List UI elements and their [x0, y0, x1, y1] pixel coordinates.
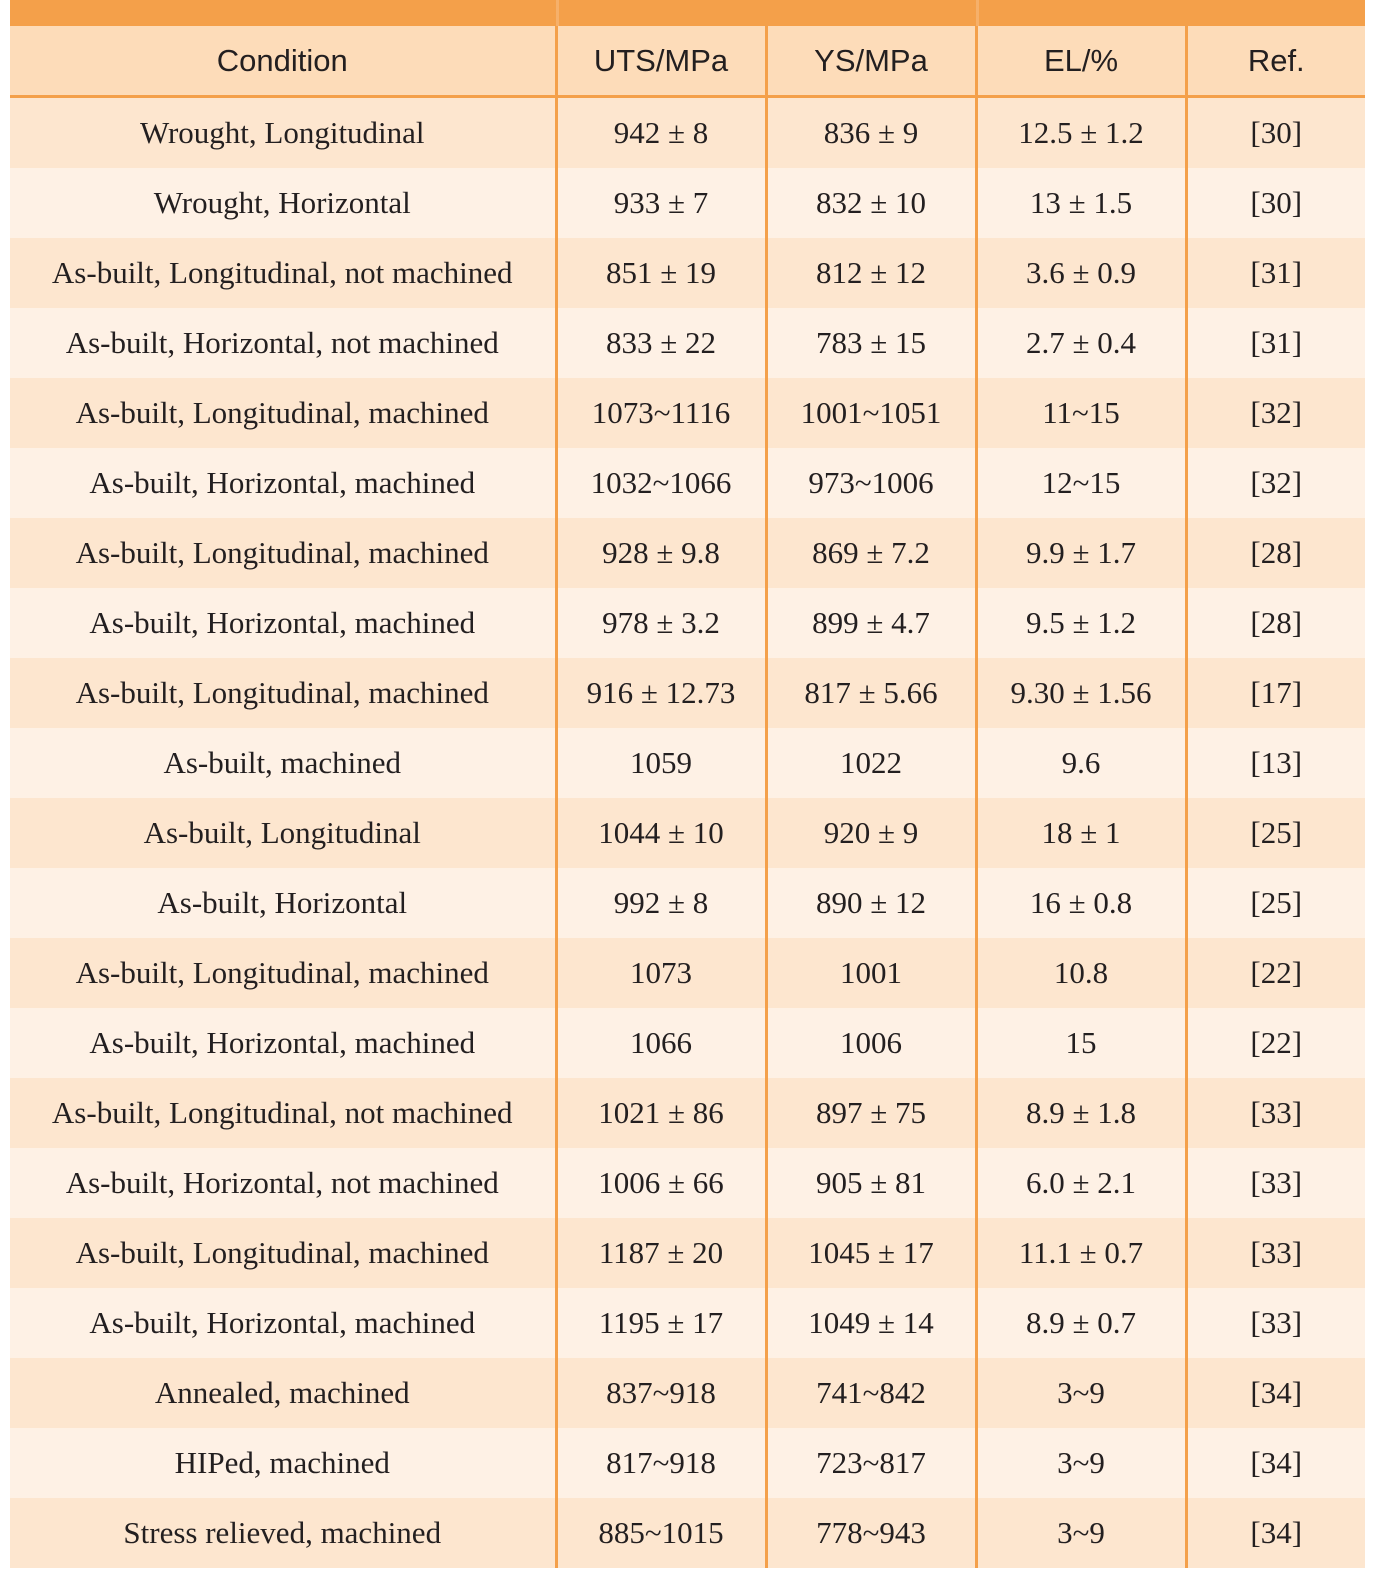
- cell-condition: Stress relieved, machined: [10, 1498, 556, 1568]
- cell-uts: 1187 ± 20: [556, 1218, 766, 1288]
- table-row: [10, 1428, 1365, 1498]
- cell-uts: 817~918: [556, 1428, 766, 1498]
- header-uts: UTS/MPa: [556, 26, 766, 97]
- cell-uts: 837~918: [556, 1358, 766, 1428]
- cell-elongation: 9.30 ± 1.56: [976, 658, 1186, 728]
- table-row: [10, 1008, 1365, 1078]
- cell-uts: 933 ± 7: [556, 168, 766, 238]
- cell-elongation: 11~15: [976, 378, 1186, 448]
- cell-elongation: 16 ± 0.8: [976, 868, 1186, 938]
- table-row: [10, 308, 1365, 378]
- cell-ref: [25]: [1186, 798, 1365, 868]
- cell-ref: [31]: [1186, 308, 1365, 378]
- cell-elongation: 9.6: [976, 728, 1186, 798]
- cell-ref: [30]: [1186, 168, 1365, 238]
- cell-elongation: 3~9: [976, 1428, 1186, 1498]
- cell-ref: [34]: [1186, 1358, 1365, 1428]
- cell-elongation: 12~15: [976, 448, 1186, 518]
- cell-elongation: 2.7 ± 0.4: [976, 308, 1186, 378]
- cell-ys: 817 ± 5.66: [766, 658, 976, 728]
- table-row: [10, 1288, 1365, 1358]
- cell-ref: [33]: [1186, 1148, 1365, 1218]
- cell-uts: 1032~1066: [556, 448, 766, 518]
- cell-uts: 833 ± 22: [556, 308, 766, 378]
- table-row: [10, 1078, 1365, 1148]
- cell-ys: 812 ± 12: [766, 238, 976, 308]
- cell-elongation: 6.0 ± 2.1: [976, 1148, 1186, 1218]
- table-top-rule: [10, 0, 1365, 26]
- cell-condition: As-built, Longitudinal, machined: [10, 938, 556, 1008]
- cell-elongation: 10.8: [976, 938, 1186, 1008]
- cell-ys: 1045 ± 17: [766, 1218, 976, 1288]
- cell-condition: As-built, Horizontal, machined: [10, 588, 556, 658]
- cell-condition: As-built, Horizontal, machined: [10, 1008, 556, 1078]
- cell-elongation: 11.1 ± 0.7: [976, 1218, 1186, 1288]
- cell-ys: 920 ± 9: [766, 798, 976, 868]
- cell-condition: As-built, Horizontal, machined: [10, 1288, 556, 1358]
- properties-table-container: [10, 0, 1365, 1568]
- cell-ys: 836 ± 9: [766, 97, 976, 169]
- table-row: [10, 1358, 1365, 1428]
- cell-ys: 897 ± 75: [766, 1078, 976, 1148]
- table-row: [10, 378, 1365, 448]
- table-row: [10, 1148, 1365, 1218]
- cell-condition: As-built, Longitudinal, machined: [10, 518, 556, 588]
- cell-uts: 942 ± 8: [556, 97, 766, 169]
- table-row: [10, 448, 1365, 518]
- table-row: [10, 658, 1365, 728]
- cell-ref: [17]: [1186, 658, 1365, 728]
- cell-elongation: 8.9 ± 0.7: [976, 1288, 1186, 1358]
- cell-condition: As-built, Horizontal: [10, 868, 556, 938]
- cell-ys: 973~1006: [766, 448, 976, 518]
- cell-condition: HIPed, machined: [10, 1428, 556, 1498]
- cell-uts: 1073: [556, 938, 766, 1008]
- cell-ys: 723~817: [766, 1428, 976, 1498]
- cell-ys: 899 ± 4.7: [766, 588, 976, 658]
- cell-uts: 916 ± 12.73: [556, 658, 766, 728]
- table-row: [10, 168, 1365, 238]
- cell-elongation: 18 ± 1: [976, 798, 1186, 868]
- table-row: [10, 518, 1365, 588]
- cell-uts: 1044 ± 10: [556, 798, 766, 868]
- table-row: [10, 728, 1365, 798]
- cell-ref: [25]: [1186, 868, 1365, 938]
- cell-uts: 1059: [556, 728, 766, 798]
- header-elongation: EL/%: [976, 26, 1186, 97]
- cell-ref: [31]: [1186, 238, 1365, 308]
- cell-condition: As-built, Longitudinal, machined: [10, 378, 556, 448]
- cell-elongation: 8.9 ± 1.8: [976, 1078, 1186, 1148]
- cell-ys: 778~943: [766, 1498, 976, 1568]
- cell-condition: As-built, Longitudinal, machined: [10, 1218, 556, 1288]
- cell-condition: As-built, Horizontal, machined: [10, 448, 556, 518]
- cell-condition: As-built, Longitudinal, machined: [10, 658, 556, 728]
- cell-ref: [13]: [1186, 728, 1365, 798]
- cell-ref: [30]: [1186, 97, 1365, 169]
- cell-uts: 1195 ± 17: [556, 1288, 766, 1358]
- cell-elongation: 3.6 ± 0.9: [976, 238, 1186, 308]
- cell-elongation: 12.5 ± 1.2: [976, 97, 1186, 169]
- cell-elongation: 13 ± 1.5: [976, 168, 1186, 238]
- cell-ys: 1006: [766, 1008, 976, 1078]
- cell-condition: As-built, Longitudinal, not machined: [10, 1078, 556, 1148]
- table-row: [10, 938, 1365, 1008]
- cell-ys: 832 ± 10: [766, 168, 976, 238]
- cell-ref: [32]: [1186, 378, 1365, 448]
- cell-ref: [28]: [1186, 588, 1365, 658]
- cell-uts: 851 ± 19: [556, 238, 766, 308]
- cell-ys: 890 ± 12: [766, 868, 976, 938]
- header-condition: Condition: [10, 26, 556, 97]
- header-ref: Ref.: [1186, 26, 1365, 97]
- cell-condition: As-built, Longitudinal, not machined: [10, 238, 556, 308]
- table-body: [10, 97, 1365, 1569]
- cell-ys: 741~842: [766, 1358, 976, 1428]
- cell-ys: 1022: [766, 728, 976, 798]
- cell-ref: [32]: [1186, 448, 1365, 518]
- header-row: [10, 26, 1365, 97]
- cell-condition: As-built, Horizontal, not machined: [10, 1148, 556, 1218]
- cell-uts: 992 ± 8: [556, 868, 766, 938]
- cell-ys: 869 ± 7.2: [766, 518, 976, 588]
- cell-ref: [22]: [1186, 938, 1365, 1008]
- cell-uts: 978 ± 3.2: [556, 588, 766, 658]
- cell-ys: 783 ± 15: [766, 308, 976, 378]
- cell-ys: 1001: [766, 938, 976, 1008]
- table-row: [10, 868, 1365, 938]
- cell-elongation: 9.9 ± 1.7: [976, 518, 1186, 588]
- cell-ys: 1049 ± 14: [766, 1288, 976, 1358]
- cell-condition: As-built, Horizontal, not machined: [10, 308, 556, 378]
- cell-condition: Annealed, machined: [10, 1358, 556, 1428]
- cell-ys: 1001~1051: [766, 378, 976, 448]
- cell-ref: [34]: [1186, 1428, 1365, 1498]
- cell-ref: [22]: [1186, 1008, 1365, 1078]
- cell-ref: [33]: [1186, 1288, 1365, 1358]
- header-ys: YS/MPa: [766, 26, 976, 97]
- table-row: [10, 588, 1365, 658]
- cell-elongation: 9.5 ± 1.2: [976, 588, 1186, 658]
- cell-uts: 885~1015: [556, 1498, 766, 1568]
- table-row: [10, 798, 1365, 868]
- cell-elongation: 3~9: [976, 1498, 1186, 1568]
- cell-condition: As-built, Longitudinal: [10, 798, 556, 868]
- cell-uts: 1006 ± 66: [556, 1148, 766, 1218]
- cell-uts: 928 ± 9.8: [556, 518, 766, 588]
- table-row: [10, 1498, 1365, 1568]
- cell-uts: 1021 ± 86: [556, 1078, 766, 1148]
- cell-ref: [28]: [1186, 518, 1365, 588]
- table-row: [10, 238, 1365, 308]
- cell-ref: [33]: [1186, 1078, 1365, 1148]
- table-row: [10, 97, 1365, 169]
- cell-ref: [33]: [1186, 1218, 1365, 1288]
- cell-elongation: 3~9: [976, 1358, 1186, 1428]
- cell-elongation: 15: [976, 1008, 1186, 1078]
- cell-ys: 905 ± 81: [766, 1148, 976, 1218]
- cell-condition: As-built, machined: [10, 728, 556, 798]
- mechanical-properties-table: [10, 26, 1365, 1568]
- cell-condition: Wrought, Horizontal: [10, 168, 556, 238]
- cell-uts: 1073~1116: [556, 378, 766, 448]
- cell-ref: [34]: [1186, 1498, 1365, 1568]
- table-row: [10, 1218, 1365, 1288]
- cell-uts: 1066: [556, 1008, 766, 1078]
- cell-condition: Wrought, Longitudinal: [10, 97, 556, 169]
